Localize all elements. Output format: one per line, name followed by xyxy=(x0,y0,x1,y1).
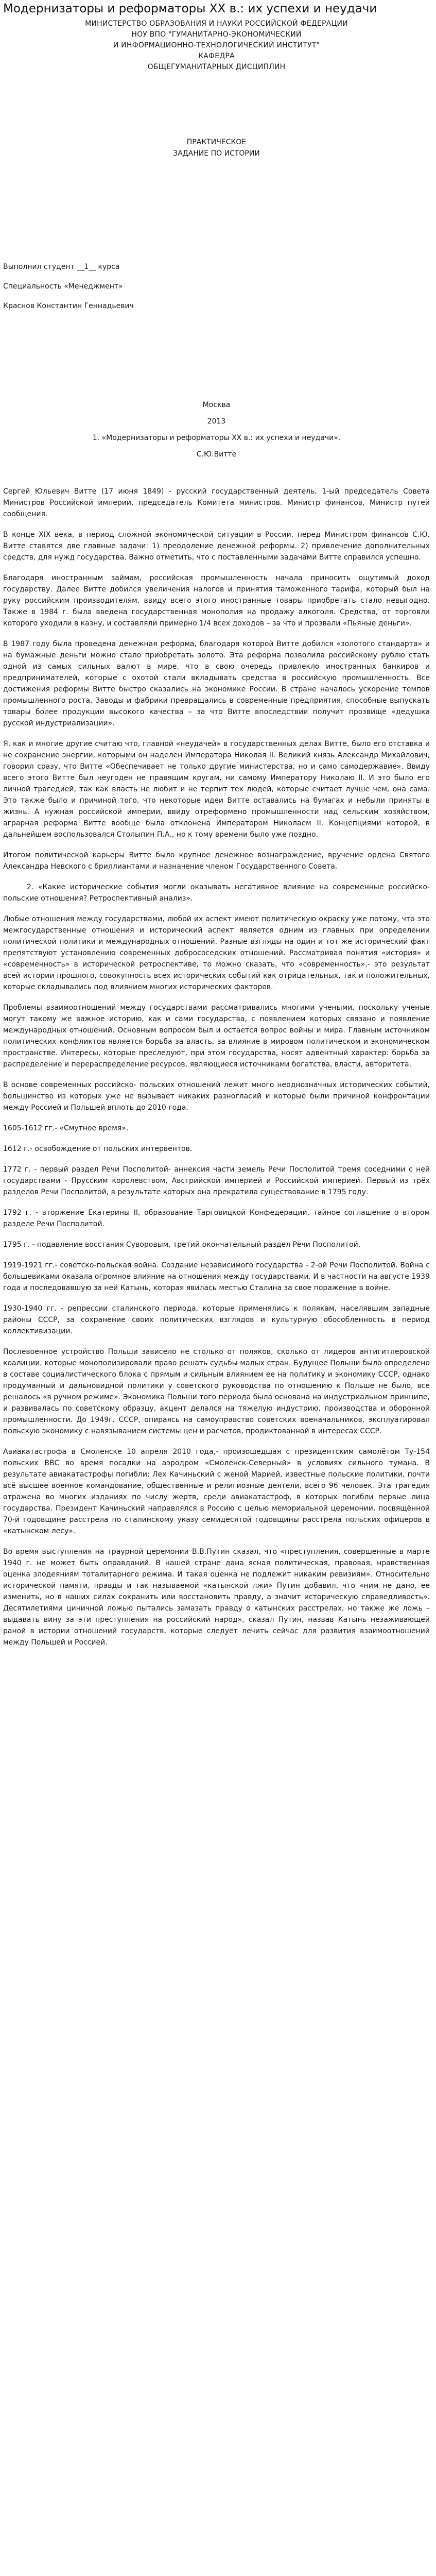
city: Москва xyxy=(202,401,231,409)
paragraph: Сергей Юльевич Витте (17 июня 1849) - русский государственный деятель, 1-ый председатель Совета Министров Российской империи, председатель Комитета министров. Министр финансов, Министр путей сообщения. xyxy=(3,487,430,518)
paragraph: В основе современных российско- польских отношений лежит много неоднозначных исторических событий, большинство из которых уже не вызывает никаких разногласий и которые были причиной конфронтации между Россией и Польшей вплоть до 2010 года. xyxy=(3,1081,430,1112)
timeline-entry: 1605-1612 гг.- «Смутное время». xyxy=(3,1124,129,1132)
paragraph: Проблемы взаимоотношений между государствами рассматривались многими учеными, поскольку ученые могут такому же важное историю, как и сами государства, с появлением которых связано и появление международных отношений. Основным вопросом был и остается вопрос войны и мира. Главным источником политических конфликтов является борьба за власть, за влияние в мировом политическом и экономическом пространстве. Интересы, которые преследуют, при этом государства, носят адвентный характер: борьба за распределение и перераспределение ресурсов, являющиеся источниками богатства, власти, авторитета. xyxy=(3,1004,430,1069)
work-type-line-1: ПРАКТИЧЕСКОЕ xyxy=(186,138,247,146)
author-name: С.Ю.Витте xyxy=(196,450,237,459)
student-specialty: Специальность «Менеджмент» xyxy=(3,282,123,291)
header-line-department: КАФЕДРА xyxy=(198,52,235,60)
student-course: Выполнил студент __1__ курса xyxy=(3,263,120,271)
paragraph: Авиакатастрофа в Смоленске 10 апреля 2010 года,- произошедшая с президентским самолётом Ту-154 польских ВВС во время посадки на аэродром «Смоленск-Северный» в условиях сильного тумана. В результате авиакатастрофы погибли: Лех Качиньский с женой Марией, известные польские политики, почти всё высшее военное командование, общественные и религиозные деятели, всего 96 человек. Эта трагедия отражена во многих изданиях по числу жертв, среди авиакатастроф, в которых погибли первые лица государства. Президент Качиньский направлялся в Россию с целью мемориальной церемонии, посвящённой 70-й годовщине расстрела по сталинскому указу семидесятой годовщины расстрела польских офицеров в «катынском лесу». xyxy=(3,1448,430,1535)
city-year xyxy=(3,399,430,460)
timeline-entry: 1795 г. - подавление восстания Суворовым, третий окончательный раздел Речи Посполитой. xyxy=(3,1241,361,1249)
institution-header xyxy=(3,19,430,73)
paragraph: Я, как и многие другие считаю что, главной «неудачей» в государственных делах Витте, было его отставка и не сохранение энергии, которыми он наделен Императора Николая II. Великий князь Александр Михайлович, говорил сразу, что Витте «Обеспечивает не только другие министерства, но и само самодержавие». Ввиду всего этого Витте был неугоден не правящим кругам, ни самому Императору Николаю II. И это было его личной трагедией, так как власть не любит и не терпит тех людей, которые считает лучше чем, она сама. Это также было и причиной того, что некоторые идеи Витте оставались на бумагах и небыли приняты в жизнь. А нужная российской империи, ввиду отреформено промышленности над сельским хозяйством, аграрная реформа Витте вообще была отклонена Императором Николаем II. Концепциями которой, в дальнейшем воспользовался Столыпин П.А., но к тому времени было уже поздно. xyxy=(3,740,430,839)
page-title: Модернизаторы и реформаторы XX в.: их успехи и неудачи xyxy=(3,2,377,15)
paragraph: Благодаря иностранным займам, российская промышленность начала приносить ощутимый доход государству. Далее Витте добился увеличения налогов и принятия таможенного тарифа, который был на руку российским производителям, ввиду всего этого иностранные товары приобретать стало невыгодно. Также в 1984 г. была введена государственная монополия на продажу алкоголя. Средства, от торговли которого уходили в казну, и составляли примерно 1/4 всех доходов – за что и прозвали «Пьяные деньги». xyxy=(3,574,430,628)
timeline-entry: 1612 г.- освобождение от польских интервентов. xyxy=(3,1145,193,1153)
header-line-institute-2: И ИНФОРМАЦИОННО-ТЕХНОЛОГИЧЕСКИЙ ИНСТИТУТ" xyxy=(113,41,320,49)
section-1 xyxy=(3,486,430,1648)
year: 2013 xyxy=(207,417,226,426)
paragraph: Во время выступления на траурной церемонии В.В.Путин сказал, что «преступления, совершенные в марте 1940 г. не может быть оправданий. В нашей стране дана ясная политическая, правовая, нравственная оценка злодеяниям тоталитарного режима. И такая оценка не подлежит никаким ревизиям». Относительно исторической памяти, правды и так называемой «катынской лжи» Путин добавил, что «ним не дано, ее изменить, но в наших силах сохранить или восстановить правду, а значит историческую справедливость». Десятилетиями циничной ложью пытались замазать правду о катынских расстрелах, но также же ложь – выдавать вину за эти преступления на российский народ», сказал Путин, назвав Катынь незаживающей раной в истории отношений государств, которые следует лечить сейчас для развития взаимоотношений между Польшей и Россией. xyxy=(3,1548,430,1647)
question-2-title: 2. «Какие исторические события могли оказывать негативное влияние на современные российско-польские отношения? Ретроспективный анализ». xyxy=(3,883,430,903)
timeline-entry: 1772 г. - первый раздел Речи Посполитой- аннексия части земель Речи Посполитой тремя соседними с ней государствами - Прусским королевством, Австрийской империей и Российской империей. Первый из трёх разделов Речи Посполитой, в результате которых она прекратила существование в 1795 году. xyxy=(3,1165,430,1196)
paragraph: Итогом политической карьеры Витте было крупное денежное вознаграждение, вручение ордена Святого Александра Невского с бриллиантами и назначение членом Государственного Совета. xyxy=(3,851,430,871)
student-name: Краснов Константин Геннадьевич xyxy=(3,302,134,310)
student-info xyxy=(3,261,430,312)
paragraph: Послевоенное устройство Польши зависело не столько от поляков, сколько от лидеров антигитлеровской коалиции, которые монополизировали право решать судьбы малых стран. Будущее Польши было определено в составе социалистического блока с прямым и сильным влиянием ее на политику и экономику СССР, однако продуманный и дальновидной политики у советского руководства по отношению к Польше не было, все решалось «в ручном режиме». Экономика Польши того периода была основана на индустриальном принципе, и развивалась по советскому образцу, акцент делался на тяжелую индустрию, производства и оборонной промышленности. До 1949г. СССР, опираясь на самоуправство советских военачальников, эксплуатировал польскую экономику с навязыванием системы цен и расчетов, продиктованной в интересах СССР. xyxy=(3,1348,430,1435)
paragraph: Любые отношения между государствами, любой их аспект имеют политическую окраску уже потому, что это межгосударственные отношения и исторический аспект является одним из главных при определении политической политики и международных отношений. Разные взгляды на один и тот же исторический факт препятствуют установлению современных добрососедских отношений. Рассматривая понятия «история» и «современность» в исторической ретроспективе, то можно сказать, что «современность»,- это результат всей истории прошлого, совокупность всех исторических событий как отрицательных, так и положительных, которые складывались под влиянием многих исторических факторов. xyxy=(3,915,430,991)
timeline-entry: 1792 г. - вторжение Екатерины II, образование Тарговицкой Конфедерации, тайное соглашение о втором разделе Речи Посполитой. xyxy=(3,1209,430,1228)
question-1-title: 1. «Модернизаторы и реформаторы XX в.: их успехи и неудачи». xyxy=(92,434,341,442)
header-line-institute-1: НОУ ВПО "ГУМАНИТАРНО-ЭКОНОМИЧЕСКИЙ xyxy=(131,30,302,39)
timeline-entry: 1919-1921 гг.- советско-польская война. Создание независимого государства - 2-ой Речи Посполитой. Война с большевиками оказала огромное влияние на отношения между государствами. И в частности на августе 1939 года и последовавшую за ней Катынь, которая явилась местью Сталина за свое поражение в войне. xyxy=(3,1261,430,1292)
header-line-ministry: МИНИСТЕРСТВО ОБРАЗОВАНИЯ И НАУКИ РОССИЙСКОЙ ФЕДЕРАЦИИ xyxy=(85,20,348,28)
timeline-entry: 1930-1940 гг. - репрессии сталинского периода, которые применялись к полякам, населявшим западные районы СССР, за сохранение своих политических взглядов и культурную обособленность в период коллективизации. xyxy=(3,1304,430,1335)
paragraph: В конце XIX века, в период сложной экономической ситуации в России, перед Министром финансов С.Ю. Витте ставятся две главные задачи: 1) преодоление денежной реформы. 2) привлечение дополнительных средств, для нужд государства. Важно отметить, что с поставленными задачами Витте справился успешно. xyxy=(3,531,430,562)
work-type-line-2: ЗАДАНИЕ ПО ИСТОРИИ xyxy=(173,149,260,158)
header-line-department-name: ОБЩЕГУМАНИТАРНЫХ ДИСЦИПЛИН xyxy=(147,63,286,71)
paragraph: В 1987 году была проведена денежная реформа, благодаря которой Витте добился «золотого стандарта» и на бумажные деньги можно стало приобретать золото. Эта реформа позволила российскому рублю стать одной из самых сильных валют в мире, что в свою очередь привлекло иностранных банкиров и предпринимателей, которые с охотой стали вкладывать средства в российскую промышленность. Все достижения реформы Витте быстро сказались на экономике России. В стране началось ускорение темпов промышленного роста. Заводы и фабрики превращались в современные предприятия, способные выпускать товары более продукции высокого качества – за что Витте впоследствии получит прозвище «дедушка русской индустриализации». xyxy=(3,640,430,727)
work-type xyxy=(3,137,430,159)
